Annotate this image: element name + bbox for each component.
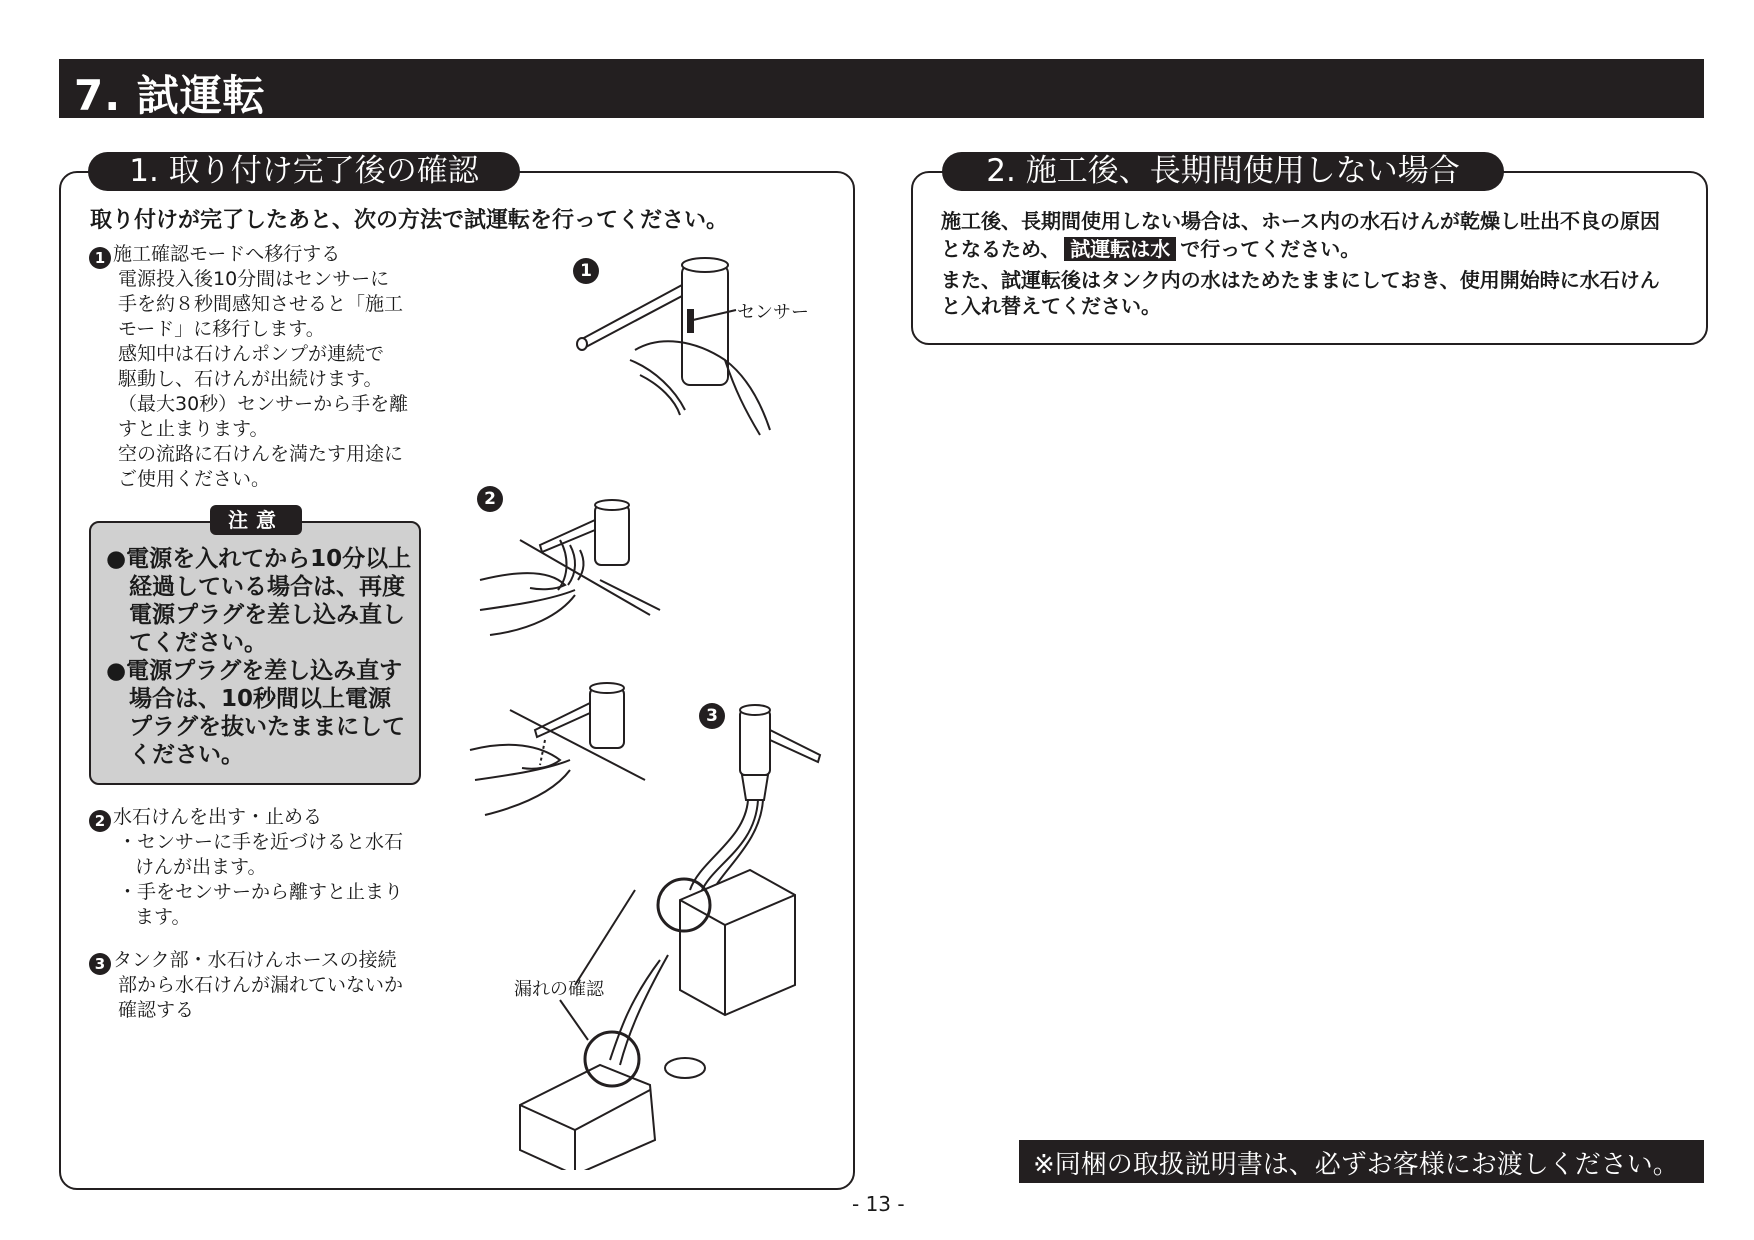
section-2-line-2	[941, 235, 1360, 263]
customer-notice-text: ※同梱の取扱説明書は、必ずお客様にお渡しください。	[1033, 1150, 1679, 1180]
caution-label: 注意	[210, 505, 302, 535]
step-3-heading	[89, 948, 397, 975]
faucet-sensor-figure	[577, 258, 770, 435]
step-1-heading	[89, 242, 340, 269]
step-1-line: 感知中は石けんポンプが連続で	[118, 343, 385, 365]
step-2-heading	[89, 805, 322, 832]
caution-line: 電源プラグを差し込み直し	[129, 602, 405, 628]
page-number: - 13 -	[852, 1192, 905, 1216]
installation-illustration	[460, 240, 840, 1170]
section-2-line-2-post: で行ってください。	[1180, 237, 1361, 261]
step-2-line: ・センサーに手を近づけると水石	[118, 831, 404, 853]
leak-check-label: 漏れの確認	[514, 979, 604, 1000]
section-2-title: 2. 施工後、長期間使用しない場合	[942, 152, 1504, 191]
section-1-title: 1. 取り付け完了後の確認	[88, 152, 520, 191]
section-2-line-4: と入れ替えてください。	[941, 294, 1161, 318]
sensor-label: センサー	[737, 302, 809, 323]
step-2-line: ・手をセンサーから離すと止まり	[118, 881, 404, 903]
hand-receiving-soap-figure	[470, 683, 645, 815]
caution-line: てください。	[129, 630, 267, 656]
caution-line: プラグを抜いたままにして	[129, 714, 405, 740]
step-1-line: 駆動し、石けんが出続けます。	[118, 368, 383, 390]
trial-run-highlight: 試運転は水	[1064, 237, 1176, 261]
section-2-line-2-pre: となるため、	[941, 237, 1061, 261]
caution-line: ●電源を入れてから10分以上	[106, 546, 412, 572]
step-1-line: 手を約８秒間感知させると「施工	[118, 293, 404, 315]
section-2-line-3: また、試運転後はタンク内の水はためたままにしておき、使用開始時に水石けん	[941, 268, 1660, 292]
step-1-line: （最大30秒）センサーから手を離	[118, 393, 409, 415]
step-1-line: すと止まります。	[118, 418, 269, 440]
step-3-title: タンク部・水石けんホースの接続	[113, 949, 397, 971]
step-1-title: 施工確認モードへ移行する	[113, 243, 341, 265]
hand-sensing-figure	[480, 500, 660, 635]
customer-notice	[1019, 1140, 1704, 1183]
step-2-number: 2	[89, 810, 111, 832]
caution-line: ●電源プラグを差し込み直す	[106, 658, 403, 684]
step-1-number: 1	[89, 247, 111, 269]
figure-3-number: 3	[699, 703, 725, 729]
step-1-body	[118, 267, 408, 492]
step-1-line: 空の流路に石けんを満たす用途に	[118, 443, 404, 465]
step-1-line: モード」に移行します。	[118, 318, 325, 340]
caution-line: 場合は、10秒間以上電源	[129, 686, 392, 712]
step-2-line: ます。	[135, 906, 191, 928]
step-2-body	[118, 830, 403, 930]
chapter-title: 7. 試運転	[74, 71, 266, 120]
step-3-line: 確認する	[118, 999, 195, 1021]
section-2-line-1: 施工後、長期間使用しない場合は、ホース内の水石けんが乾燥し吐出不良の原因	[941, 209, 1660, 233]
step-1-line: 電源投入後10分間はセンサーに	[118, 268, 390, 290]
caution-text	[106, 545, 411, 769]
step-2-line: けんが出ます。	[135, 856, 267, 878]
figure-2-number: 2	[477, 486, 503, 512]
caution-line: ください。	[129, 742, 244, 768]
step-1-line: ご使用ください。	[118, 468, 271, 490]
section-1-lead: 取り付けが完了したあと、次の方法で試運転を行ってください。	[90, 208, 729, 233]
step-3-number: 3	[89, 953, 111, 975]
figure-1-number: 1	[573, 258, 599, 284]
chapter-header	[59, 59, 1704, 118]
step-2-title: 水石けんを出す・止める	[113, 806, 323, 828]
step-3-line: 部から水石けんが漏れていないか	[118, 974, 404, 996]
step-3-body	[118, 973, 403, 1023]
caution-line: 経過している場合は、再度	[129, 574, 405, 600]
